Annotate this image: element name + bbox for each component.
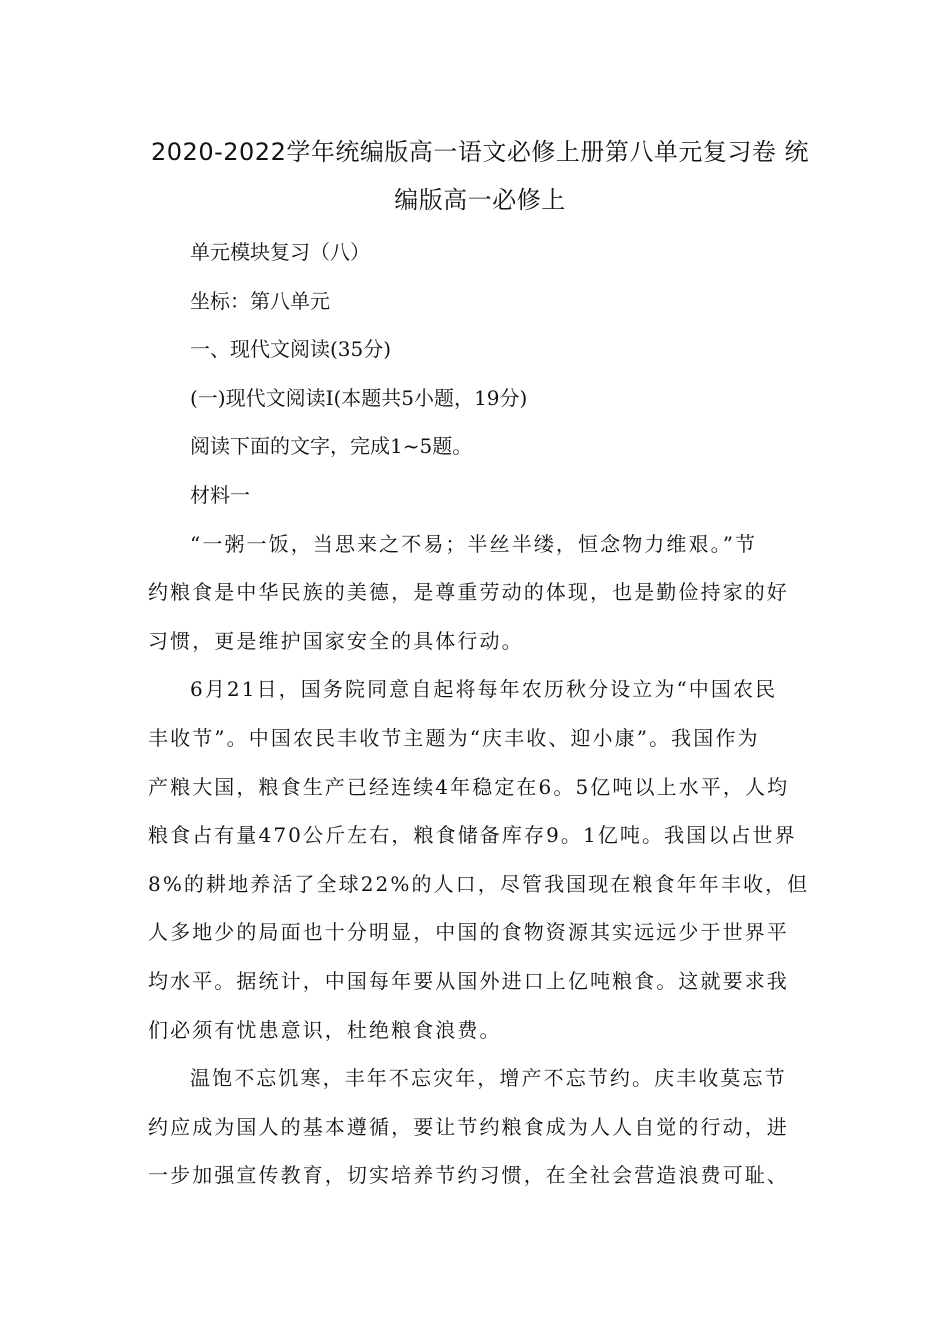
paragraph-3	[148, 1054, 808, 1200]
paragraph-3-line-1: 温饱不忘饥寒，丰年不忘灾年，增产不忘节约。庆丰收莫忘节	[190, 1066, 787, 1091]
paragraph-2-line-8: 们必须有忧患意识，杜绝粮食浪费。	[148, 1017, 502, 1042]
coordinate-line: 坐标：第八单元	[190, 288, 330, 313]
unit-heading: 单元模块复习（八）	[190, 240, 370, 264]
paragraph-2-line-1: 6月21日，国务院同意自起将每年农历秋分设立为“中国农民	[190, 677, 778, 702]
paragraph-1-line-1: “一粥一饭，当思来之不易；半丝半缕，恒念物力维艰。”节	[190, 531, 758, 556]
document-body	[148, 228, 808, 1200]
material-label: 材料一	[190, 482, 250, 507]
paragraph-3-line-2: 约应成为国人的基本遵循，要让节约粮食成为人人自觉的行动，进	[148, 1114, 789, 1139]
subsection-heading: (一)现代文阅读Ⅰ(本题共5小题，19分)	[190, 385, 528, 410]
paragraph-1-line-3: 习惯，更是维护国家安全的具体行动。	[148, 628, 524, 653]
paragraph-2-line-2: 丰收节”。中国农民丰收节主题为“庆丰收、迎小康”。我国作为	[148, 725, 760, 750]
document-title	[150, 128, 810, 224]
paragraph-2-line-6: 人多地少的局面也十分明显，中国的食物资源其实远远少于世界平	[148, 920, 789, 945]
title-line-2: 编版高一必修上	[394, 186, 566, 214]
paragraph-2-line-7: 均水平。据统计，中国每年要从国外进口上亿吨粮食。这就要求我	[148, 968, 789, 993]
paragraph-1	[148, 520, 808, 666]
paragraph-1-line-2: 约粮食是中华民族的美德，是尊重劳动的体现，也是勤俭持家的好	[148, 580, 789, 605]
paragraph-2-line-3: 产粮大国，粮食生产已经连续4年稳定在6。5亿吨以上水平，人均	[148, 774, 790, 799]
section-heading: 一、现代文阅读(35分)	[190, 337, 392, 362]
paragraph-2	[148, 665, 808, 1054]
instruction-line: 阅读下面的文字，完成1~5题。	[190, 434, 473, 459]
paragraph-2-line-5: 8%的耕地养活了全球22%的人口，尽管我国现在粮食年年丰收，但	[148, 871, 810, 896]
title-line-1: 2020-2022学年统编版高一语文必修上册第八单元复习卷 统	[151, 138, 809, 166]
paragraph-2-line-4: 粮食占有量470公斤左右，粮食储备库存9。1亿吨。我国以占世界	[148, 823, 797, 848]
paragraph-3-line-3: 一步加强宣传教育，切实培养节约习惯，在全社会营造浪费可耻、	[148, 1163, 789, 1188]
